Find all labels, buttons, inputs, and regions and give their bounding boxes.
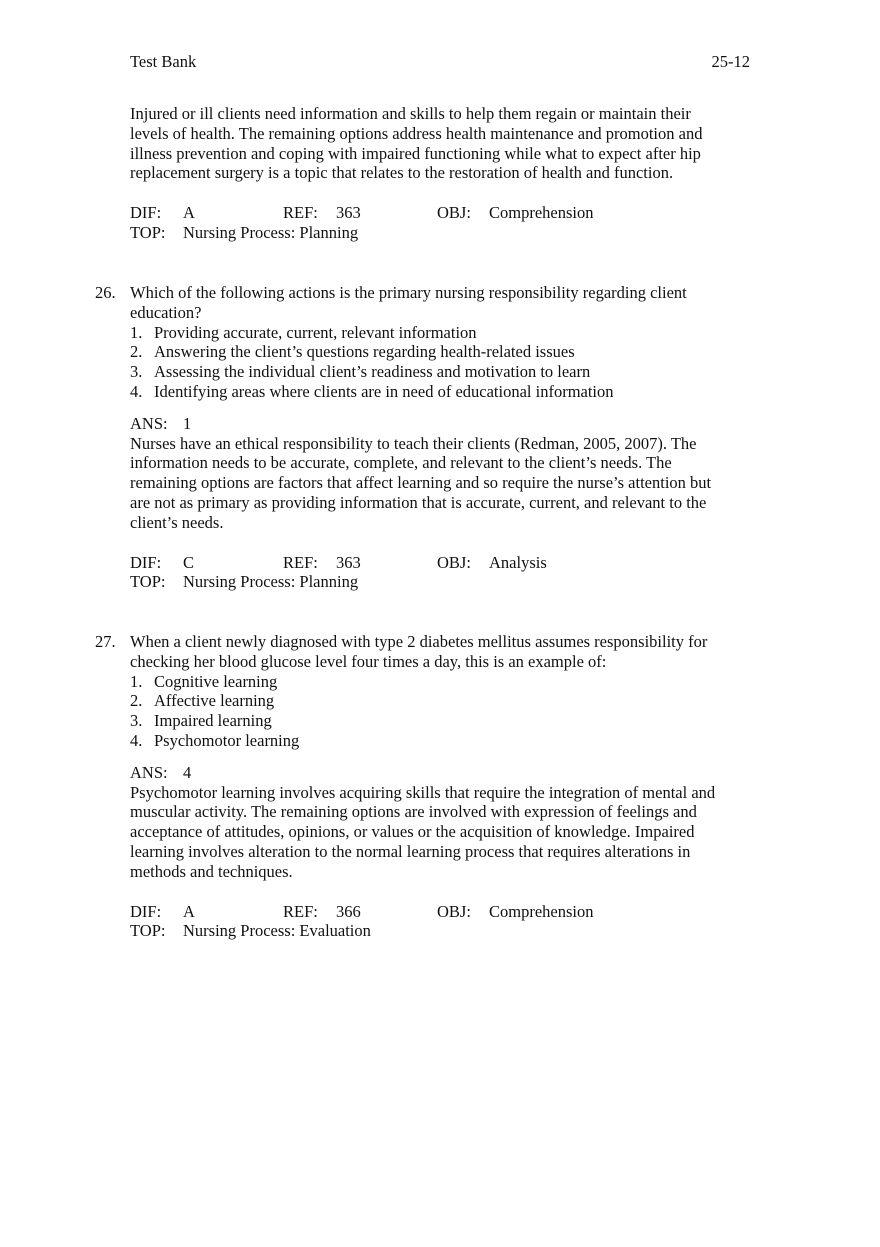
top-label: TOP: bbox=[130, 222, 166, 242]
q25-continuation bbox=[130, 104, 750, 243]
dif-label: DIF: bbox=[130, 203, 162, 223]
ans-label: ANS: bbox=[130, 762, 168, 782]
ans-value: 4 bbox=[183, 762, 192, 782]
page-header bbox=[130, 52, 750, 72]
option-2: 2. Answering the client’s questions regarding health-related issues bbox=[130, 342, 575, 362]
obj-value: Comprehension bbox=[489, 901, 594, 921]
answer-section bbox=[130, 414, 755, 592]
rationale: Psychomotor learning involves acquiring skills that require the integration of mental and muscular activity. The remaining options are involved with expression of feelings and acceptance of attitudes, opinions, or values or the acquisition of knowledge. Impaired learning involves alteration to the normal learning process that requires alterations in methods and techniques. bbox=[130, 782, 716, 881]
question-number: 26. bbox=[95, 283, 116, 302]
question-metadata bbox=[130, 553, 755, 593]
option-4: 4. Identifying areas where clients are in need of educational information bbox=[130, 381, 614, 401]
question-26 bbox=[95, 283, 755, 592]
obj-value: Analysis bbox=[489, 552, 547, 572]
top-value: Nursing Process: Evaluation bbox=[183, 921, 371, 941]
option-1: 1. Providing accurate, current, relevant information bbox=[130, 322, 477, 342]
header-title: Test Bank bbox=[130, 52, 197, 71]
answer-options bbox=[130, 323, 755, 402]
dif-value: A bbox=[183, 901, 195, 921]
dif-label: DIF: bbox=[130, 552, 162, 572]
rationale: Nurses have an ethical responsibility to teach their clients (Redman, 2005, 2007). The information needs to be accurate, complete, and relevant to the client’s needs. The remaining options are factors that affect learning and so require the nurse’s attention but are not as primary as providing information that is accurate, current, and relevant to the client’s needs. bbox=[130, 433, 712, 532]
ref-value: 366 bbox=[336, 901, 361, 921]
option-4: 4. Psychomotor learning bbox=[130, 730, 300, 750]
ref-label: REF: bbox=[283, 901, 318, 921]
dif-value: C bbox=[183, 552, 195, 572]
top-value: Nursing Process: Planning bbox=[183, 572, 359, 592]
obj-label: OBJ: bbox=[437, 901, 471, 921]
answer-section bbox=[130, 763, 755, 941]
option-3: 3. Impaired learning bbox=[130, 711, 272, 731]
obj-label: OBJ: bbox=[437, 552, 471, 572]
dif-value: A bbox=[183, 203, 195, 223]
question-number: 27. bbox=[95, 632, 116, 651]
ans-label: ANS: bbox=[130, 413, 168, 433]
answer-options bbox=[130, 672, 755, 751]
q25-metadata bbox=[130, 203, 750, 243]
top-label: TOP: bbox=[130, 572, 166, 592]
dif-label: DIF: bbox=[130, 901, 162, 921]
question-stem: When a client newly diagnosed with type 2 diabetes mellitus assumes responsibility for checking her blood glucose level four times a day, this is an example of: bbox=[130, 632, 708, 671]
ans-value: 1 bbox=[183, 413, 192, 433]
obj-value: Comprehension bbox=[489, 203, 594, 223]
top-value: Nursing Process: Planning bbox=[183, 222, 359, 242]
ref-value: 363 bbox=[336, 203, 361, 223]
page-number: 25-12 bbox=[711, 52, 750, 71]
question-metadata bbox=[130, 902, 755, 942]
ref-value: 363 bbox=[336, 552, 361, 572]
question-stem: Which of the following actions is the primary nursing responsibility regarding client education? bbox=[130, 283, 687, 322]
top-label: TOP: bbox=[130, 921, 166, 941]
ref-label: REF: bbox=[283, 552, 318, 572]
option-1: 1. Cognitive learning bbox=[130, 671, 278, 691]
option-2: 2. Affective learning bbox=[130, 691, 275, 711]
obj-label: OBJ: bbox=[437, 203, 471, 223]
question-27 bbox=[95, 632, 755, 941]
ref-label: REF: bbox=[283, 203, 318, 223]
option-3: 3. Assessing the individual client’s readiness and motivation to learn bbox=[130, 362, 591, 382]
q25-rationale: Injured or ill clients need information and skills to help them regain or maintain their levels of health. The remaining options address health maintenance and promotion and illness prevention and coping with impaired functioning while what to expect after hip replacement surgery is a topic that relates to the restoration of health and function. bbox=[130, 104, 703, 183]
